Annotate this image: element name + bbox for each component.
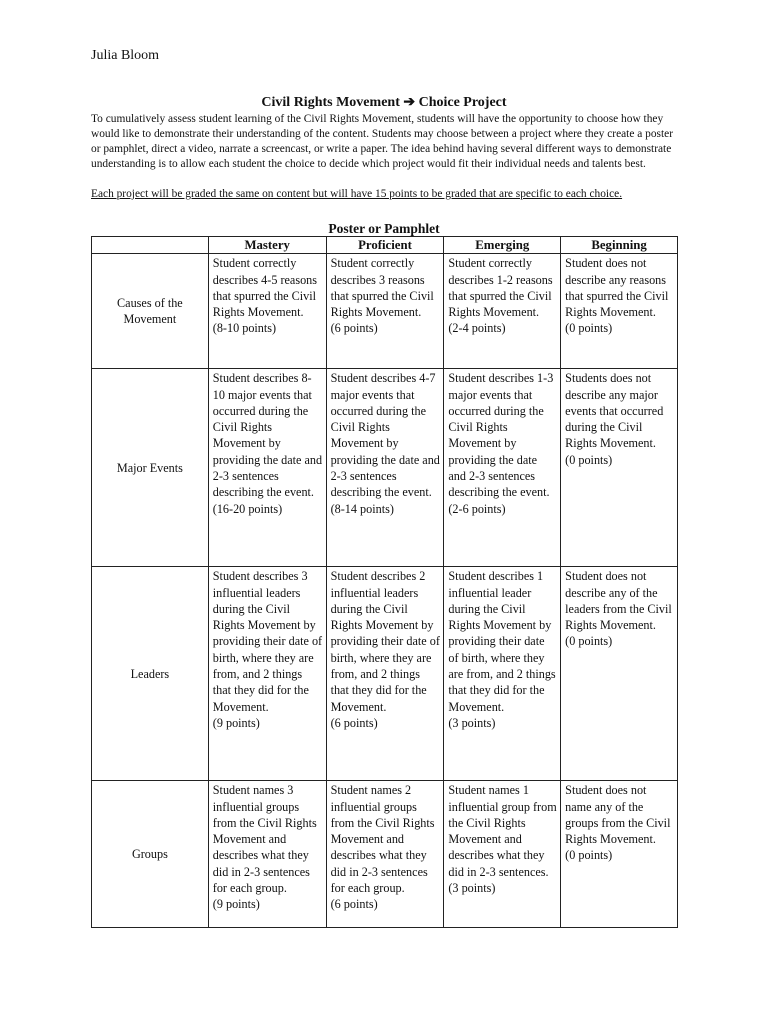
rubric-cell — [208, 369, 326, 567]
intro-paragraph: To cumulatively assess student learning of the Civil Rights Movement, students will have the opportunity to choose how they would like to demonstrate their understanding of the content. Students may choose between a project where they create a poster or pamphlet, direct a video, narrate a screencast, or write a paper. The idea behind having several different ways to demonstrate understanding is to allow each student the choice to decide which project would fit their individual needs and talents best. — [91, 113, 673, 170]
cell-points: (8-14 points) — [330, 501, 394, 516]
cell-criteria: Student names 2 influential groups from the Civil Rights Movement and describes what they did in 2-3 sentences for each group. — [330, 783, 435, 896]
cell-criteria: Student names 3 influential groups from the Civil Rights Movement and describes what they did in 2-3 sentences for each group. — [212, 783, 317, 896]
document-title: Civil Rights Movement ➔ Choice Project — [261, 95, 507, 110]
cell-criteria: Student describes 3 influential leaders during the Civil Rights Movement by providing their date of birth, where they are from, and 2 things that they did for the Movement. — [212, 569, 323, 714]
cell-points: (8-10 points) — [212, 321, 277, 336]
rubric-cell — [444, 254, 561, 369]
header-corner — [92, 237, 209, 254]
cell-criteria: Student correctly describes 1-2 reasons that spurred the Civil Rights Movement. — [448, 256, 553, 320]
rubric-cell — [326, 781, 444, 928]
cell-points: (2-4 points) — [448, 321, 506, 336]
cell-points: (16-20 points) — [212, 501, 283, 516]
cell-points: (9 points) — [212, 715, 260, 730]
rubric-header-row — [92, 237, 678, 254]
rubric-cell — [326, 254, 444, 369]
cell-points: (2-6 points) — [448, 501, 506, 516]
rubric-cell — [444, 369, 561, 567]
rubric-table — [91, 236, 678, 928]
rubric-cell — [208, 781, 326, 928]
cell-points: (0 points) — [565, 848, 613, 863]
rubric-cell — [561, 254, 678, 369]
cell-criteria: Student describes 1 influential leader during the Civil Rights Movement by providing their date of birth, where they are from, and 2 things that they did for the Movement. — [448, 569, 556, 714]
row-label-leaders: Leaders — [92, 567, 209, 781]
author-name: Julia Bloom — [91, 48, 160, 63]
table-row — [92, 254, 678, 369]
header-emerging: Emerging — [444, 237, 561, 254]
rubric-cell — [561, 369, 678, 567]
cell-criteria: Student correctly describes 4-5 reasons that spurred the Civil Rights Movement. — [212, 256, 318, 320]
cell-criteria: Student describes 4-7 major events that occurred during the Civil Rights Movement by providing the date and 2-3 sentences describing the event. — [330, 371, 440, 500]
cell-criteria: Student correctly describes 3 reasons that spurred the Civil Rights Movement. — [330, 256, 434, 320]
rubric-cell — [326, 567, 444, 781]
header-mastery: Mastery — [208, 237, 326, 254]
header-beginning: Beginning — [561, 237, 678, 254]
header-proficient: Proficient — [326, 237, 444, 254]
cell-criteria: Student does not describe any of the leaders from the Civil Rights Movement. — [565, 569, 672, 633]
cell-points: (3 points) — [448, 881, 496, 896]
cell-points: (6 points) — [330, 897, 378, 912]
cell-points: (9 points) — [212, 897, 260, 912]
cell-criteria: Student describes 2 influential leaders during the Civil Rights Movement by providing their date of birth, where they are from, and 2 things that they did for the Movement. — [330, 569, 440, 714]
rubric-title: Poster or Pamphlet — [328, 221, 440, 236]
table-row — [92, 567, 678, 781]
rubric-cell — [561, 781, 678, 928]
rubric-cell — [208, 254, 326, 369]
cell-criteria: Students does not describe any major events that occurred during the Civil Rights Movement. — [565, 371, 664, 451]
cell-points: (3 points) — [448, 715, 496, 730]
cell-points: (0 points) — [565, 321, 613, 336]
cell-criteria: Student names 1 influential group from the Civil Rights Movement and describes what they did in 2-3 sentences. — [448, 783, 557, 879]
rubric-cell — [444, 781, 561, 928]
rubric-cell — [444, 567, 561, 781]
rubric-cell — [326, 369, 444, 567]
rubric-cell — [561, 567, 678, 781]
grading-note: Each project will be graded the same on content but will have 15 points to be graded that are specific to each choice. — [91, 188, 623, 200]
cell-criteria: Student does not name any of the groups from the Civil Rights Movement. — [565, 783, 671, 847]
cell-points: (0 points) — [565, 634, 613, 649]
cell-points: (6 points) — [330, 715, 378, 730]
row-label-causes: Causes of the Movement — [92, 254, 209, 369]
table-row — [92, 781, 678, 928]
rubric-cell — [208, 567, 326, 781]
table-row — [92, 369, 678, 567]
cell-points: (6 points) — [330, 321, 378, 336]
row-label-groups: Groups — [92, 781, 209, 928]
cell-criteria: Student describes 8-10 major events that occurred during the Civil Rights Movement by providing the date and 2-3 sentences describing the event. — [212, 371, 323, 500]
cell-points: (0 points) — [565, 452, 613, 467]
cell-criteria: Student does not describe any reasons that spurred the Civil Rights Movement. — [565, 256, 669, 320]
row-label-major-events: Major Events — [92, 369, 209, 567]
cell-criteria: Student describes 1-3 major events that occurred during the Civil Rights Movement by providing the date and 2-3 sentences describing the event. — [448, 371, 554, 500]
